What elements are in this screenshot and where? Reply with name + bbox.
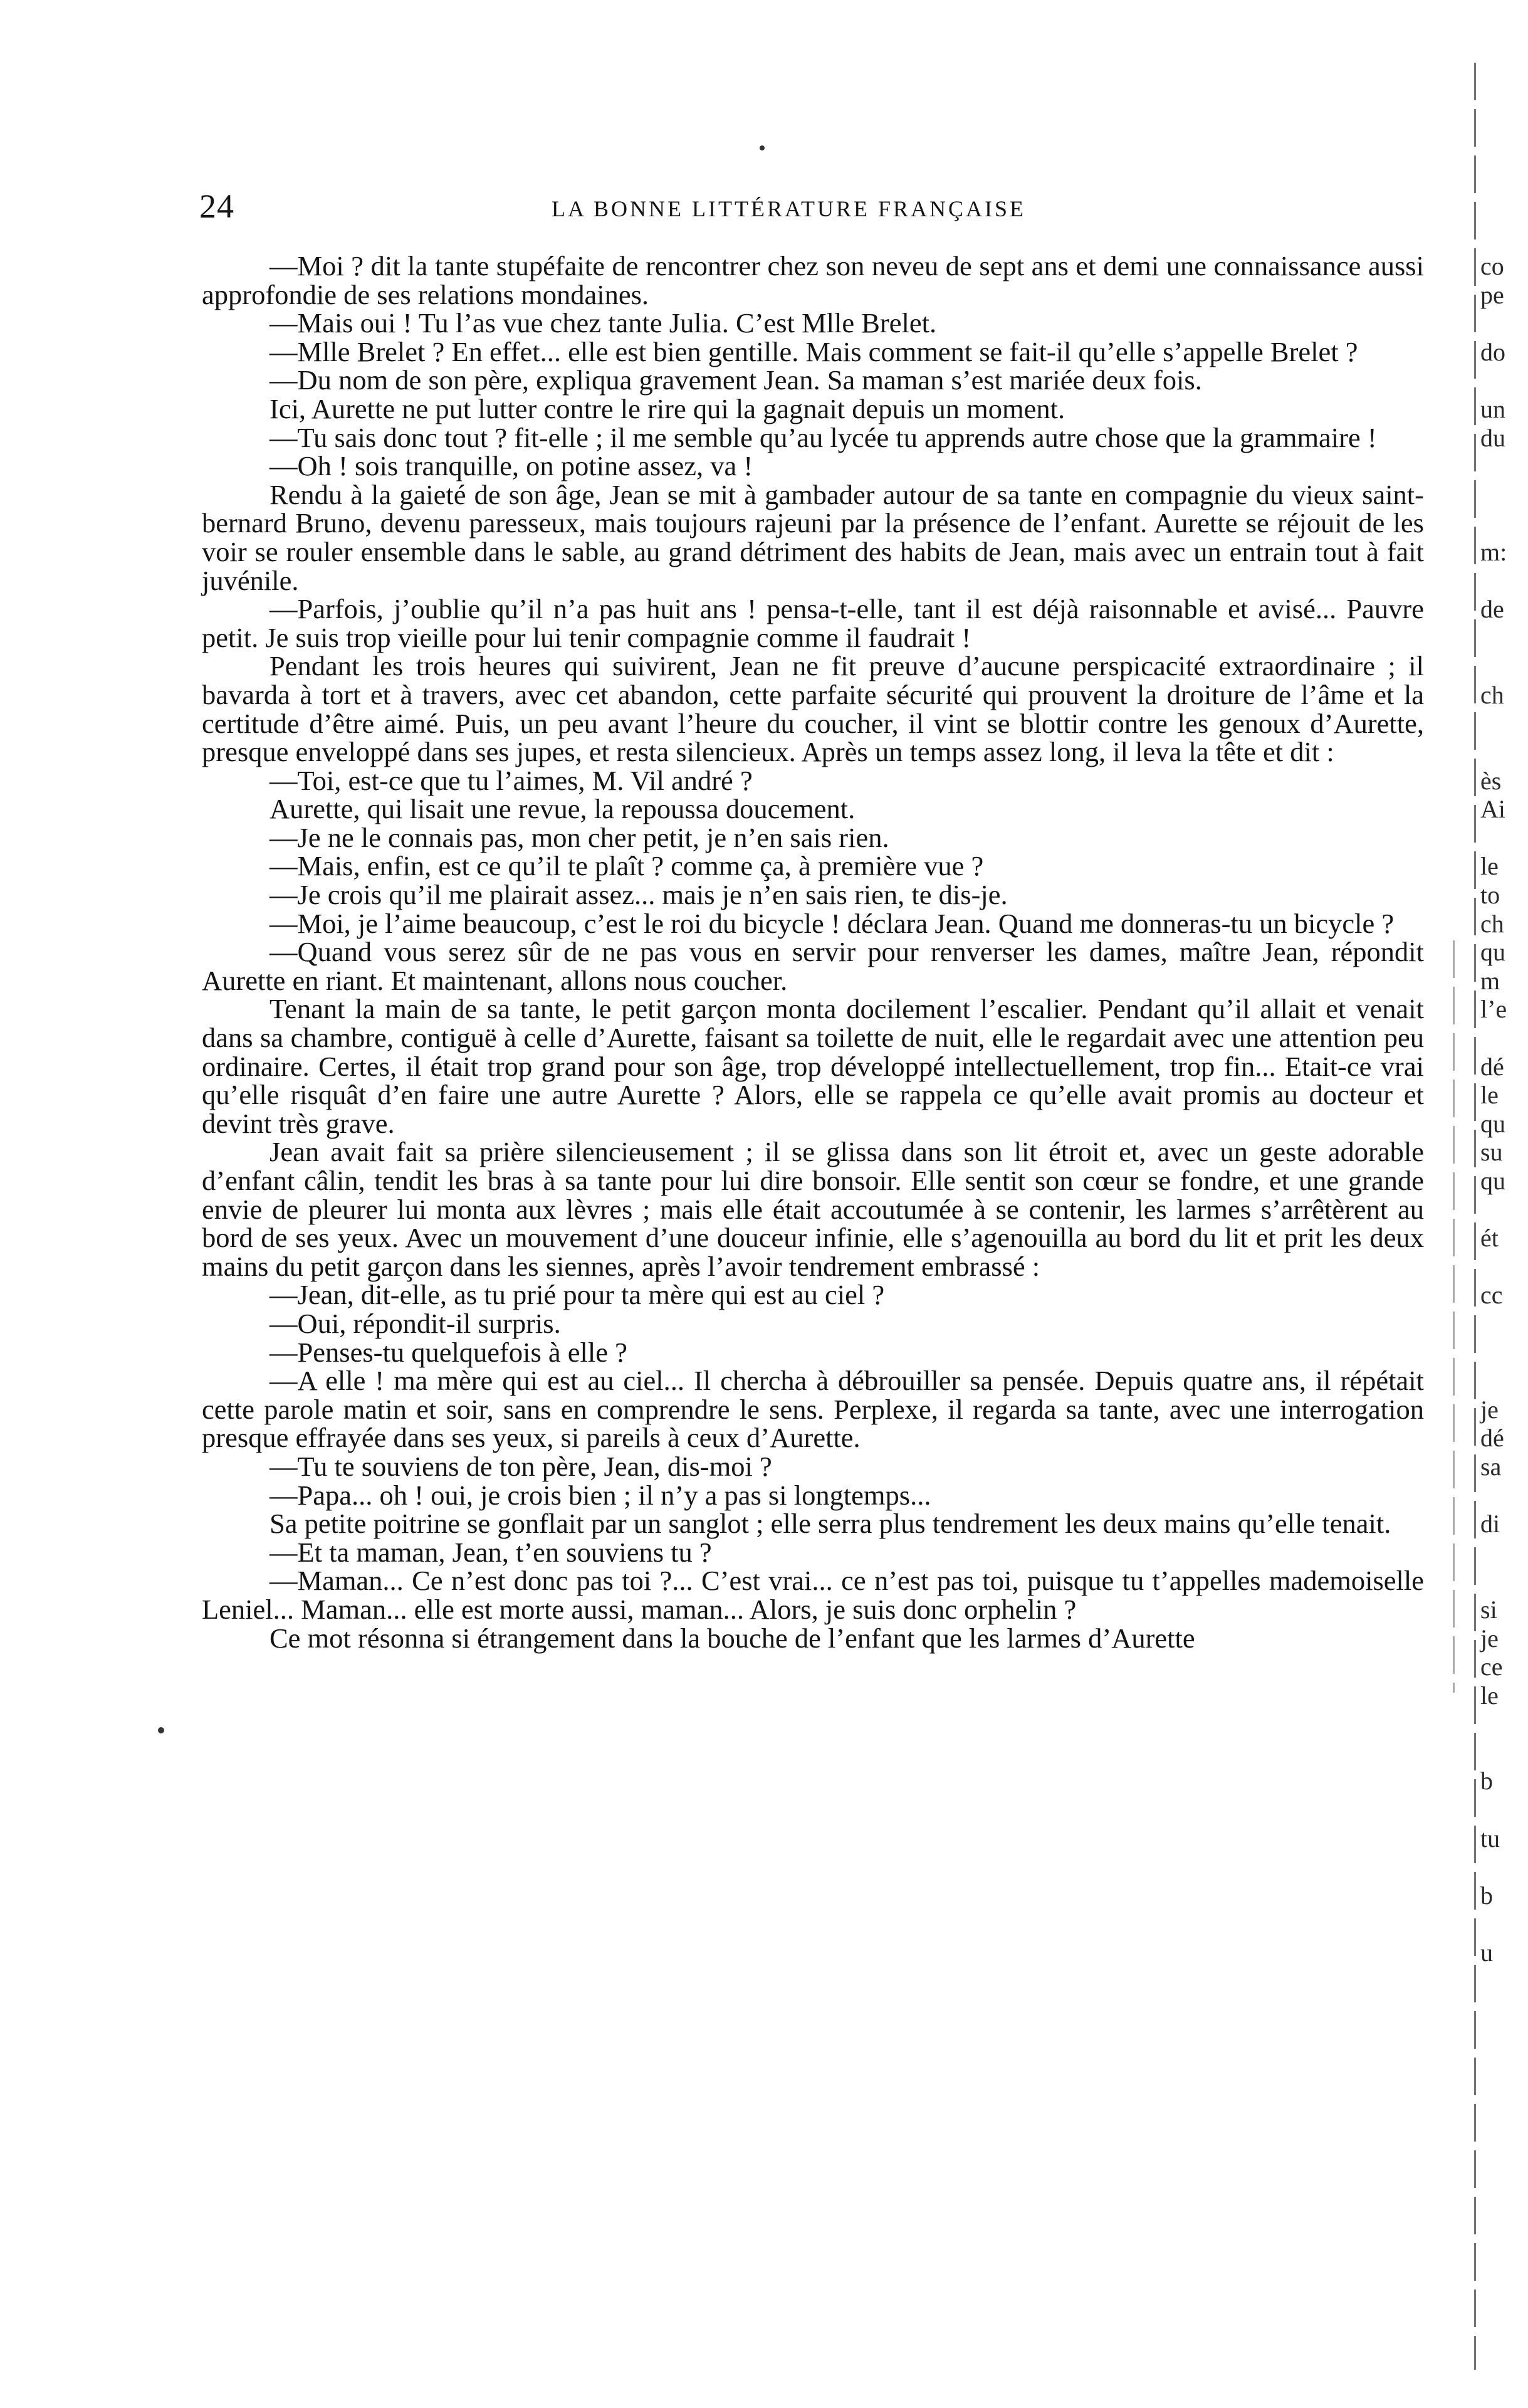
paragraph: —Moi ? dit la tante stupéfaite de rencontrer chez son neveu de sept ans et demi une connaissance aussi approfondie de ses relations mondaines. <box>202 250 1424 310</box>
edge-fragment <box>1480 567 1528 596</box>
edge-fragment: un <box>1480 394 1505 423</box>
paragraph: Pendant les trois heures qui suivirent, Jean ne fit preuve d’aucune perspicacité extraordinaire ; il bavarda à tort et à travers, avec cet abandon, cette parfaite sécurité qui prouvent la droiture de l’âme et la certitude d’être aimé. Puis, un peu avant l’heure du coucher, il vint se blottir contre les genoux d’Aurette, presque enveloppé dans ses jupes, et resta silencieux. Après un temps assez long, il leva la tête et dit : <box>202 650 1424 768</box>
edge-fragment <box>1480 1024 1528 1053</box>
edge-fragment <box>1480 652 1528 681</box>
edge-fragment <box>1480 366 1528 395</box>
paragraph: —Je ne le connais pas, mon cher petit, je n’en sais rien. <box>269 821 889 853</box>
paragraph: —Je crois qu’il me plairait assez... mais je n’en sais rien, te dis-je. <box>269 879 1008 911</box>
edge-fragment: ce <box>1480 1653 1503 1681</box>
edge-fragment <box>1480 1310 1528 1338</box>
paragraph: —Moi, je l’aime beaucoup, c’est le roi du bicycle ! déclara Jean. Quand me donneras-tu un bicycle ? <box>269 907 1395 939</box>
edge-fragment: le <box>1480 852 1499 881</box>
edge-fragment: co <box>1480 252 1504 280</box>
edge-fragment <box>1480 1795 1528 1824</box>
paragraph: Rendu à la gaieté de son âge, Jean se mit à gambader autour de sa tante en compagnie du vieux saint-bernard Bruno, devenu paresseux, mais toujours rajeuni par la présence de l’enfant. Aurette se réjouit de les voir se rouler ensemble dans le sable, au grand détriment des habits de Jean, mais avec un entrain tout à fait juvénile. <box>202 478 1424 596</box>
paragraph: —Et ta maman, Jean, t’en souviens tu ? <box>269 1536 712 1568</box>
edge-fragment <box>1480 1367 1528 1396</box>
edge-fragment: ét <box>1480 1224 1499 1253</box>
edge-fragment <box>1480 1710 1528 1738</box>
edge-fragment: m: <box>1480 537 1507 566</box>
gutter-shadow-line <box>1474 63 1476 2370</box>
edge-fragment: dé <box>1480 1052 1504 1081</box>
edge-fragment <box>1480 1196 1528 1224</box>
edge-fragment: je <box>1480 1395 1499 1424</box>
paragraph: —Mlle Brelet ? En effet... elle est bien gentille. Mais comment se fait-il qu’elle s’appelle Brelet ? <box>269 335 1358 367</box>
paragraph: Aurette, qui lisait une revue, la repoussa doucement. <box>269 793 856 825</box>
paragraph: Tenant la main de sa tante, le petit garçon monta docilement l’escalier. Pendant qu’il allait et venait dans sa chambre, contiguë à celle d’Aurette, faisant sa toilette de nuit, elle le regardait avec une attention peu ordinaire. Certes, il était trop grand pour son âge, trop développé intellectuellement, trop fin... Etait-ce vrai qu’elle risquât d’en faire une autre Aurette ? Alors, elle se rappela ce qu’elle avait promis au docteur et devint très grave. <box>202 993 1424 1139</box>
paragraph: —Papa... oh ! oui, je crois bien ; il n’y a pas si longtemps... <box>269 1479 931 1511</box>
adjacent-page-edge-text <box>1480 252 1528 1967</box>
print-speck <box>158 1727 164 1733</box>
edge-fragment: dé <box>1480 1424 1504 1453</box>
paragraph: —Mais oui ! Tu l’as vue chez tante Julia. C’est Mlle Brelet. <box>269 307 937 339</box>
paragraph: —Quand vous serez sûr de ne pas vous en servir pour renverser les dames, maître Jean, répondit Aurette en riant. Et maintenant, allons nous coucher. <box>202 936 1424 996</box>
paragraph: —Oh ! sois tranquille, on potine assez, va ! <box>269 450 753 482</box>
edge-fragment: di <box>1480 1510 1500 1538</box>
edge-fragment <box>1480 824 1528 853</box>
paragraph: Ce mot résonna si étrangement dans la bouche de l’enfant que les larmes d’Aurette <box>269 1622 1195 1654</box>
edge-fragment: de <box>1480 595 1504 624</box>
edge-fragment: l’e <box>1480 995 1507 1024</box>
edge-fragment <box>1480 738 1528 767</box>
edge-fragment <box>1480 1738 1528 1767</box>
paragraph: —Toi, est-ce que tu l’aimes, M. Vil andré ? <box>269 764 753 796</box>
paragraph: —Jean, dit-elle, as tu prié pour ta mère qui est au ciel ? <box>269 1279 885 1311</box>
edge-fragment: le <box>1480 1081 1499 1110</box>
edge-fragment: b <box>1480 1881 1493 1910</box>
edge-fragment: Ai <box>1480 795 1505 824</box>
edge-fragment: tu <box>1480 1824 1500 1853</box>
print-speck <box>760 145 765 150</box>
edge-fragment <box>1480 309 1528 338</box>
edge-fragment: qu <box>1480 1167 1505 1195</box>
edge-fragment <box>1480 452 1528 481</box>
paragraph: —Parfois, j’oublie qu’il n’a pas huit ans ! pensa-t-elle, tant il est déjà raisonnable et avisé... Pauvre petit. Je suis trop vieille pour lui tenir compagnie comme il faudrait ! <box>202 593 1424 653</box>
paragraph: —Tu te souviens de ton père, Jean, dis-moi ? <box>269 1450 772 1482</box>
running-title: LA BONNE LITTÉRATURE FRANÇAISE <box>552 196 1026 221</box>
edge-fragment <box>1480 1253 1528 1281</box>
edge-fragment <box>1480 509 1528 538</box>
paragraph: Jean avait fait sa prière silencieusement ; il se glissa dans son lit étroit et, avec un geste adorable d’enfant câlin, tendit les bras à sa tante pour lui dire bonsoir. Elle sentit son cœur se fondre, et une grande envie de pleurer lui monta aux lèvres ; mais elle était accoutumée à se contenir, les larmes s’arrêtèrent au bord de ses yeux. Avec un mouvement d’une douceur infinie, elle s’agenouilla au bord du lit et prit les deux mains du petit garçon dans les siennes, après l’avoir tendrement embrassé : <box>202 1136 1424 1282</box>
paragraph: Sa petite poitrine se gonflait par un sanglot ; elle serra plus tendrement les deux mains qu’elle tenait. <box>269 1508 1391 1540</box>
edge-fragment: cc <box>1480 1281 1503 1310</box>
paragraph: —Mais, enfin, est ce qu’il te plaît ? comme ça, à première vue ? <box>269 850 984 882</box>
edge-fragment: le <box>1480 1681 1499 1710</box>
edge-fragment: m <box>1480 966 1500 995</box>
paragraph: —Tu sais donc tout ? fit-elle ; il me semble qu’au lycée tu apprends autre chose que la grammaire ! <box>269 421 1377 453</box>
edge-fragment: ès <box>1480 766 1502 795</box>
edge-fragment: u <box>1480 1938 1493 1967</box>
edge-fragment <box>1480 1910 1528 1938</box>
paragraph: —Oui, répondit-il surpris. <box>269 1307 561 1339</box>
edge-fragment <box>1480 1538 1528 1567</box>
page-body-text <box>202 252 1424 1653</box>
edge-fragment <box>1480 1338 1528 1367</box>
edge-fragment <box>1480 481 1528 510</box>
page-number: 24 <box>199 187 234 225</box>
paragraph: —Du nom de son père, expliqua gravement Jean. Sa maman s’est mariée deux fois. <box>269 364 1202 396</box>
edge-fragment <box>1480 710 1528 739</box>
edge-fragment: to <box>1480 881 1500 910</box>
edge-fragment <box>1480 1481 1528 1510</box>
paragraph: —Penses-tu quelquefois à elle ? <box>269 1336 627 1368</box>
edge-fragment: qu <box>1480 938 1505 967</box>
edge-fragment: su <box>1480 1138 1503 1167</box>
edge-fragment <box>1480 624 1528 653</box>
paragraph: —A elle ! ma mère qui est au ciel... Il chercha à débrouiller sa pensée. Depuis quatre ans, il répétait cette parole matin et soir, sans en comprendre le sens. Perplexe, il regarda sa tante, avec une interrogation presque effrayée dans ses yeux, si pareils à ceux d’Aurette. <box>202 1365 1424 1454</box>
edge-fragment: du <box>1480 423 1505 452</box>
edge-fragment: qu <box>1480 1109 1505 1138</box>
edge-fragment: do <box>1480 337 1505 366</box>
edge-fragment: ch <box>1480 909 1504 938</box>
edge-fragment: je <box>1480 1624 1499 1653</box>
edge-fragment <box>1480 1853 1528 1881</box>
gutter-shadow-line <box>1453 940 1455 1693</box>
edge-fragment: b <box>1480 1767 1493 1795</box>
edge-fragment: sa <box>1480 1452 1502 1481</box>
edge-fragment: ch <box>1480 680 1504 709</box>
edge-fragment <box>1480 1567 1528 1596</box>
edge-fragment: pe <box>1480 280 1504 309</box>
edge-fragment: si <box>1480 1595 1497 1624</box>
paragraph: Ici, Aurette ne put lutter contre le rire qui la gagnait depuis un moment. <box>269 392 1065 424</box>
paragraph: —Maman... Ce n’est donc pas toi ?... C’est vrai... ce n’est pas toi, puisque tu t’appelles mademoiselle Leniel... Maman... elle est morte aussi, maman... Alors, je suis donc orphelin ? <box>202 1565 1424 1625</box>
